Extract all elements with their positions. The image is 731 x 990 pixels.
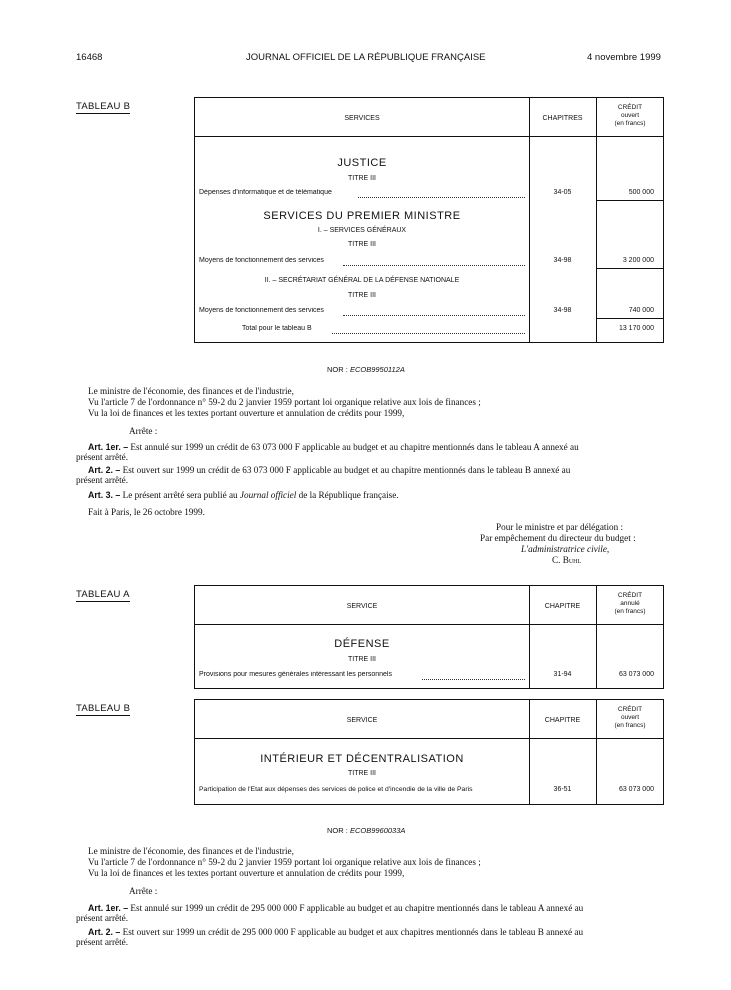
- titre-label: TITRE III: [348, 770, 376, 777]
- article-2-continued: présent arrêté.: [76, 937, 129, 947]
- chapter-code: 34-98: [553, 307, 572, 314]
- preamble-line: Vu l'article 7 de l'ordonnance n° 59-2 du 2 janvier 1959 portant loi organique relative aux lois de finances ;: [88, 397, 481, 407]
- preamble-line: Le ministre de l'économie, des finances et de l'industrie,: [88, 846, 294, 856]
- signature-date: Fait à Paris, le 26 octobre 1999.: [88, 507, 205, 517]
- amount: 740 000: [628, 307, 654, 314]
- nor-reference: NOR : ECOB9950112A: [327, 365, 405, 374]
- page-number: 16468: [76, 52, 103, 63]
- signature-line: L'administratrice civile,: [521, 544, 610, 554]
- section-title: DÉFENSE: [334, 638, 390, 650]
- amount: 500 000: [628, 189, 654, 196]
- section-title: SERVICES DU PREMIER MINISTRE: [263, 210, 461, 222]
- article-1-continued: présent arrêté.: [76, 452, 129, 462]
- article-1-continued: présent arrêté.: [76, 913, 129, 923]
- row-label: Moyens de fonctionnement des services: [199, 257, 324, 264]
- chapter-code: 31-94: [553, 671, 572, 678]
- article-2-continued: présent arrêté.: [76, 475, 129, 485]
- article-1: Art. 1er. – Est annulé sur 1999 un crédit de 63 073 000 F applicable au budget et au chapitre mentionnés dans le tableau A annexé au: [88, 442, 579, 452]
- total-label: Total pour le tableau B: [242, 325, 312, 332]
- signature-line: Pour le ministre et par délégation :: [496, 522, 624, 532]
- col-header-services: SERVICES: [344, 115, 380, 122]
- col-header-chapitre: CHAPITRE: [544, 717, 581, 724]
- amount: 3 200 000: [622, 257, 654, 264]
- col-header-service: SERVICE: [346, 603, 378, 610]
- signatory-name: C. Buhl: [552, 555, 582, 565]
- section-title: JUSTICE: [337, 157, 387, 169]
- titre-label: TITRE III: [348, 175, 376, 182]
- row-label: Participation de l'Etat aux dépenses des services de police et d'incendie de la ville de Paris: [199, 786, 473, 793]
- arrete-heading: Arrête :: [129, 886, 158, 896]
- chapter-code: 36-51: [553, 786, 572, 793]
- titre-label: TITRE III: [348, 241, 376, 248]
- col-header-chapitres: CHAPITRES: [542, 115, 583, 122]
- chapter-code: 34-98: [553, 257, 572, 264]
- subsection-title: II. – SECRÉTARIAT GÉNÉRAL DE LA DÉFENSE NATIONALE: [264, 277, 460, 284]
- col-header-credit: CRÉDIT ouvert (en francs): [614, 104, 646, 127]
- issue-date: 4 novembre 1999: [587, 52, 661, 63]
- total-amount: 13 170 000: [618, 325, 654, 332]
- row-label: Provisions pour mesures générales intéressant les personnels: [199, 671, 392, 678]
- table-label: TABLEAU B: [76, 703, 131, 714]
- article-2: Art. 2. – Est ouvert sur 1999 un crédit de 63 073 000 F applicable au budget et au chapitre mentionnés dans le tableau B annexé au: [88, 465, 571, 475]
- amount: 63 073 000: [618, 671, 654, 678]
- col-header-credit: CRÉDIT annulé (en francs): [614, 592, 646, 615]
- journal-title: JOURNAL OFFICIEL DE LA RÉPUBLIQUE FRANÇAISE: [246, 52, 486, 63]
- row-label: Moyens de fonctionnement des services: [199, 307, 324, 314]
- col-header-chapitre: CHAPITRE: [544, 603, 581, 610]
- col-header-credit: CRÉDIT ouvert (en francs): [614, 706, 646, 729]
- col-header-service: SERVICE: [346, 717, 378, 724]
- article-1: Art. 1er. – Est annulé sur 1999 un crédit de 295 000 000 F applicable au budget et au chapitre mentionnés dans le tableau A annexé au: [88, 903, 584, 913]
- preamble-line: Vu la loi de finances et les textes portant ouverture et annulation de crédits pour 1999,: [88, 868, 405, 878]
- preamble-line: Le ministre de l'économie, des finances et de l'industrie,: [88, 386, 294, 396]
- section-title: INTÉRIEUR ET DÉCENTRALISATION: [260, 753, 464, 765]
- titre-label: TITRE III: [348, 656, 376, 663]
- table-tableau-a: [194, 585, 664, 689]
- table-label: TABLEAU A: [76, 589, 130, 600]
- preamble-line: Vu la loi de finances et les textes portant ouverture et annulation de crédits pour 1999,: [88, 408, 405, 418]
- signature-line: Par empêchement du directeur du budget :: [480, 533, 636, 543]
- amount: 63 073 000: [618, 786, 654, 793]
- preamble-line: Vu l'article 7 de l'ordonnance n° 59-2 du 2 janvier 1959 portant loi organique relative aux lois de finances ;: [88, 857, 481, 867]
- table-tableau-b-2: [194, 699, 664, 805]
- article-3: Art. 3. – Le présent arrêté sera publié au Journal officiel de la République française.: [88, 490, 399, 500]
- subsection-title: I. – SERVICES GÉNÉRAUX: [317, 227, 407, 234]
- article-2: Art. 2. – Est ouvert sur 1999 un crédit de 295 000 000 F applicable au budget et aux chapitres mentionnés dans le tableau B annexé au: [88, 927, 584, 937]
- nor-reference: NOR : ECOB9960033A: [327, 826, 406, 835]
- table-tableau-b-1: [194, 97, 664, 343]
- titre-label: TITRE III: [348, 292, 376, 299]
- arrete-heading: Arrête :: [129, 426, 158, 436]
- chapter-code: 34-05: [553, 189, 572, 196]
- row-label: Dépenses d'informatique et de télématique: [199, 189, 332, 196]
- table-label: TABLEAU B: [76, 101, 131, 112]
